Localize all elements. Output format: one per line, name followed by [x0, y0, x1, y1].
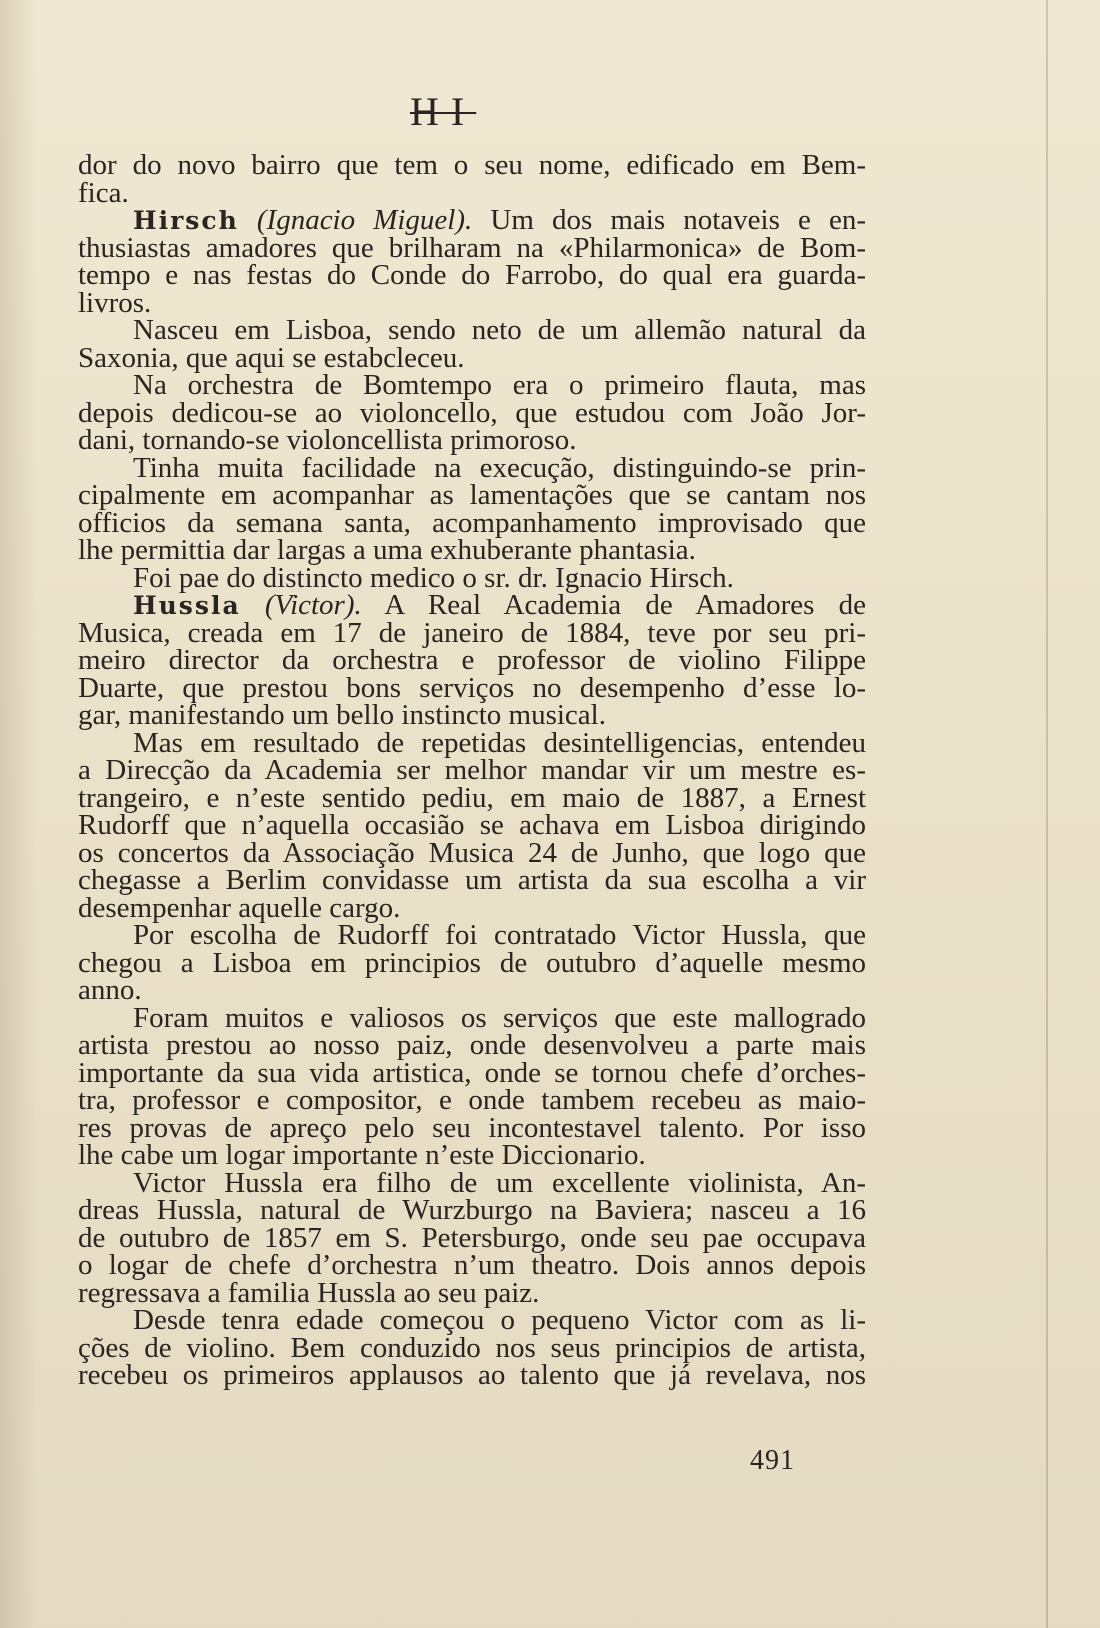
paragraph — [78, 726, 866, 924]
paragraph — [78, 314, 866, 374]
line-text: cipalmente em acompanhar as lamentações que se cantam nos — [78, 479, 866, 511]
text-line — [78, 616, 866, 649]
line-text: tra, professor e compositor, e onde tambem recebeu as maio- — [78, 1084, 866, 1116]
text-line — [78, 1029, 866, 1061]
text-line — [78, 671, 866, 704]
line-text: Um dos mais notaveis e en- — [490, 204, 867, 236]
line-text: dreas Hussla, natural de Wurzburgo na Baviera; nasceu a 16 — [78, 1194, 866, 1226]
line-text: os concertos da Associação Musica 24 de Junho, que logo que — [78, 836, 866, 869]
paragraph — [78, 1304, 866, 1391]
text-line — [78, 561, 866, 594]
line-text: o logar de chefe d’orchestra n’um theatro. Dois annos depois — [78, 1249, 866, 1281]
text-line — [78, 699, 866, 731]
text-line — [78, 479, 866, 511]
line-text: desempenhar aquelle cargo. — [78, 891, 401, 924]
text-line — [78, 341, 866, 374]
line-text: officios da semana santa, acompanhamento improvisado que — [78, 506, 866, 539]
text-line — [78, 1304, 866, 1336]
line-text: Rudorff que n’aquella occasião se achava em Lisboa dirigindo — [78, 809, 866, 841]
text-line — [78, 836, 866, 869]
dictionary-entry — [78, 589, 867, 731]
page-number: 491 — [750, 1445, 795, 1476]
text-line — [78, 259, 866, 291]
line-text: Saxonia, que aqui se estabcleceu. — [78, 341, 465, 374]
text-line — [78, 369, 866, 401]
text-line — [78, 809, 866, 841]
paragraph — [78, 369, 866, 456]
line-text: recebeu os primeiros applausos ao talento que já revelava, nos — [78, 1359, 866, 1391]
page-edge-line — [1046, 0, 1048, 1628]
paragraph — [78, 149, 866, 209]
text-line — [78, 946, 866, 979]
text-line — [78, 1249, 866, 1281]
text-line — [78, 1084, 866, 1116]
line-text: Desde tenra edade começou o pequeno Victor com as li- — [133, 1304, 866, 1336]
text-line — [78, 781, 866, 814]
line-text: dor do novo bairro que tem o seu nome, edificado em Bem- — [78, 149, 866, 181]
entry-headword: Hussla — [133, 591, 241, 620]
line-text: lhe cabe um logar importante n’este Diccionario. — [78, 1139, 646, 1171]
line-text: livros. — [78, 286, 152, 319]
line-text: fica. — [78, 176, 129, 209]
entry-qualifier: (Victor). — [264, 589, 362, 621]
line-text: chegasse a Berlim convidasse um artista da sua escolha a vir — [78, 864, 866, 896]
line-text: Musica, creada em 17 de janeiro de 1884, teve por seu pri- — [78, 616, 866, 649]
text-line — [78, 1056, 866, 1089]
text-line — [78, 149, 866, 181]
text-line — [78, 286, 866, 319]
text-line — [78, 1331, 866, 1364]
paragraph — [78, 561, 866, 594]
line-text: depois dedicou-se ao violoncello, que estudou com João Jor- — [78, 396, 866, 429]
text-line — [78, 726, 866, 759]
line-text: ções de violino. Bem conduzido nos seus principios de artista, — [78, 1331, 866, 1364]
text-line — [78, 1359, 866, 1391]
text-line — [78, 864, 866, 896]
entry-qualifier: (Ignacio Miguel). — [256, 204, 473, 236]
line-text: tempo e nas festas do Conde do Farrobo, do qual era guarda- — [78, 259, 866, 291]
text-line — [78, 589, 867, 621]
line-text: Duarte, que prestou bons serviços no desempenho d’esse lo- — [78, 671, 866, 704]
line-text: a Direcção da Academia ser melhor mandar vir um mestre es- — [78, 754, 866, 786]
text-line — [78, 1001, 866, 1034]
text-line — [78, 1194, 866, 1226]
paragraph — [78, 919, 866, 1006]
line-text: Por escolha de Rudorff foi contratado Victor Hussla, que — [133, 919, 866, 951]
line-text: A Real Academia de Amadores de — [384, 589, 867, 621]
text-line — [78, 974, 866, 1006]
line-text: trangeiro, e n’este sentido pediu, em maio de 1887, a Ernest — [78, 781, 866, 814]
line-text: Mas em resultado de repetidas desintelligencias, entendeu — [133, 726, 866, 759]
text-line — [78, 1221, 866, 1254]
line-text: Foram muitos e valiosos os serviços que este mallogrado — [133, 1001, 866, 1034]
line-text: Nasceu em Lisboa, sendo neto de um allemão natural da — [133, 314, 866, 346]
text-line — [78, 754, 866, 786]
line-text: chegou a Lisboa em principios de outubro d’aquelle mesmo — [78, 946, 866, 979]
line-text: importante da sua vida artistica, onde se tornou chefe d’orches- — [78, 1056, 866, 1089]
line-text: Victor Hussla era filho de um excellente violinista, An- — [133, 1166, 866, 1199]
line-text: lhe permittia dar largas a uma exhuberante phantasia. — [78, 534, 696, 566]
body-text — [78, 149, 867, 1391]
text-line — [78, 451, 866, 484]
running-head: HI — [410, 89, 477, 134]
paragraph — [78, 451, 866, 566]
paragraph — [78, 1001, 866, 1171]
text-line — [78, 424, 866, 456]
line-text: regressava a familia Hussla ao seu paiz. — [78, 1276, 540, 1309]
text-line — [78, 396, 866, 429]
text-line — [78, 1139, 866, 1171]
line-text: res provas de apreço pelo seu incontestavel talento. Por isso — [78, 1111, 866, 1144]
text-line — [78, 1166, 866, 1199]
line-text: anno. — [78, 974, 142, 1006]
line-text: artista prestou ao nosso paiz, onde desenvolveu a parte mais — [78, 1029, 866, 1061]
line-text: Foi pae do distincto medico o sr. dr. Ignacio Hirsch. — [133, 561, 734, 594]
dictionary-entry — [78, 204, 867, 319]
text-line — [78, 314, 866, 346]
line-text: Na orchestra de Bomtempo era o primeiro flauta, mas — [133, 369, 866, 401]
line-text: dani, tornando-se violoncellista primoroso. — [78, 424, 577, 456]
entry-headword: Hirsch — [133, 206, 239, 235]
text-line — [78, 644, 866, 676]
text-line — [78, 919, 866, 951]
text-line — [78, 891, 866, 924]
text-line — [78, 506, 866, 539]
line-text: Tinha muita facilidade na execução, distinguindo-se prin- — [133, 451, 866, 484]
line-text: de outubro de 1857 em S. Petersburgo, onde seu pae occupava — [78, 1221, 866, 1254]
text-line — [78, 534, 866, 566]
line-text: gar, manifestando um bello instincto musical. — [78, 699, 606, 731]
text-line — [78, 231, 866, 264]
line-text: thusiastas amadores que brilharam na «Philarmonica» de Bom- — [78, 231, 866, 264]
line-text: meiro director da orchestra e professor de violino Filippe — [78, 644, 866, 676]
text-line — [78, 204, 867, 236]
text-line — [78, 176, 866, 209]
text-line — [78, 1111, 866, 1144]
paragraph — [78, 1166, 866, 1309]
text-line — [78, 1276, 866, 1309]
